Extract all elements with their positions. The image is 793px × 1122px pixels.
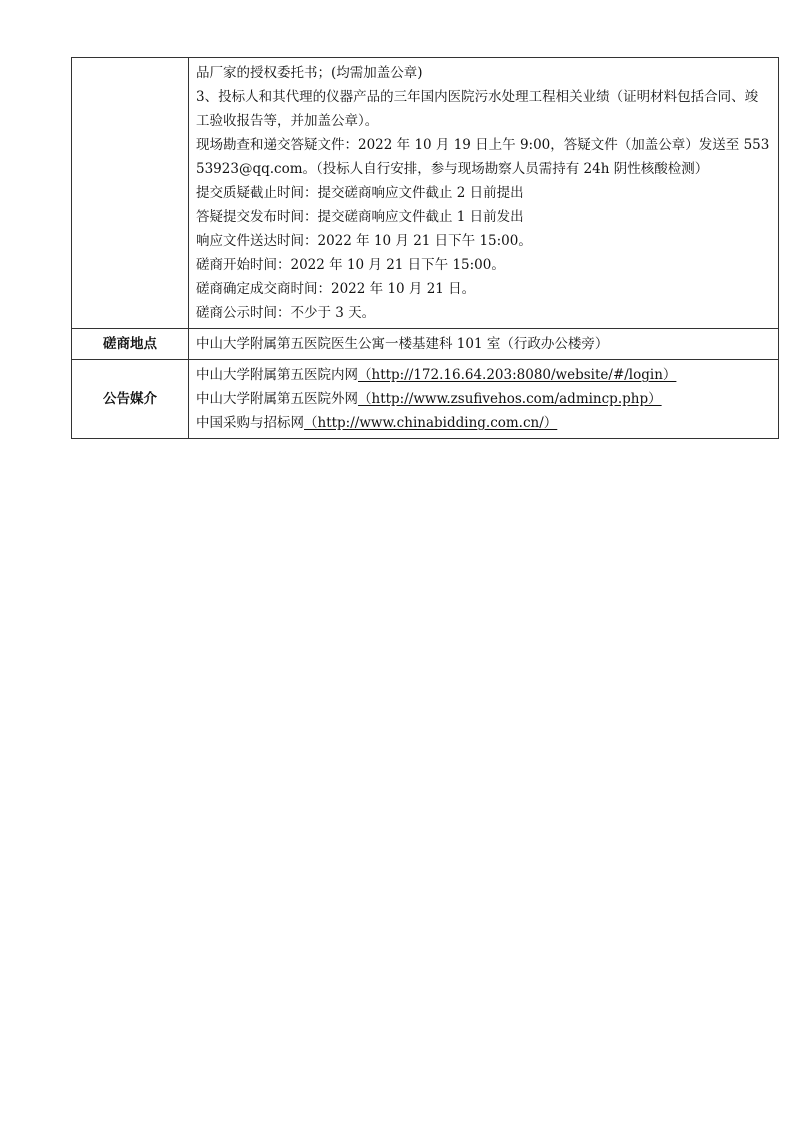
media-item-link[interactable]: （http://172.16.64.203:8080/website/#/login） — [358, 367, 677, 383]
media-item-name: 中国采购与招标网 — [196, 415, 304, 431]
requirements-label-cell — [72, 58, 189, 329]
requirement-line-publicity-period: 磋商公示时间：不少于 3 天。 — [196, 305, 376, 321]
requirement-line-authorization: 品厂家的授权委托书；(均需加盖公章) — [196, 65, 423, 81]
media-row — [72, 360, 779, 439]
media-item-link[interactable]: （http://www.chinabidding.com.cn/） — [304, 415, 558, 431]
requirement-line-performance: 3、投标人和其代理的仪器产品的三年国内医院污水处理工程相关业绩（证明材料包括合同、竣工验收报告等，并加盖公章）。 — [196, 89, 759, 129]
requirement-line-start-time: 磋商开始时间：2022 年 10 月 21 日下午 15:00。 — [196, 257, 505, 273]
location-value: 中山大学附属第五医院医生公寓一楼基建科 101 室（行政办公楼旁） — [189, 329, 779, 360]
requirements-content-cell — [189, 58, 779, 329]
requirement-line-qa-release: 答疑提交发布时间：提交磋商响应文件截止 1 日前发出 — [196, 209, 524, 225]
requirement-line-award-time: 磋商确定成交商时间：2022 年 10 月 21 日。 — [196, 281, 476, 297]
media-item-chinabidding — [196, 411, 770, 435]
media-item-intranet — [196, 363, 770, 387]
media-item-link[interactable]: （http://www.zsufivehos.com/admincp.php） — [358, 391, 662, 407]
media-label: 公告媒介 — [72, 360, 189, 439]
media-item-name: 中山大学附属第五医院内网 — [196, 367, 358, 383]
procurement-notice-table — [71, 57, 779, 439]
media-item-extranet — [196, 387, 770, 411]
requirement-line-challenge-deadline: 提交质疑截止时间：提交磋商响应文件截止 2 日前提出 — [196, 185, 524, 201]
media-list — [189, 360, 779, 439]
requirement-line-submission-time: 响应文件送达时间：2022 年 10 月 21 日下午 15:00。 — [196, 233, 532, 249]
requirements-row — [72, 58, 779, 329]
location-row — [72, 329, 779, 360]
media-item-name: 中山大学附属第五医院外网 — [196, 391, 358, 407]
location-label: 磋商地点 — [72, 329, 189, 360]
requirement-line-site-survey: 现场勘查和递交答疑文件：2022 年 10 月 19 日上午 9:00，答疑文件（加盖公章）发送至 55353923@qq.com。（投标人自行安排，参与现场勘察人员需持有 24h 阴性核酸检测） — [196, 137, 770, 177]
